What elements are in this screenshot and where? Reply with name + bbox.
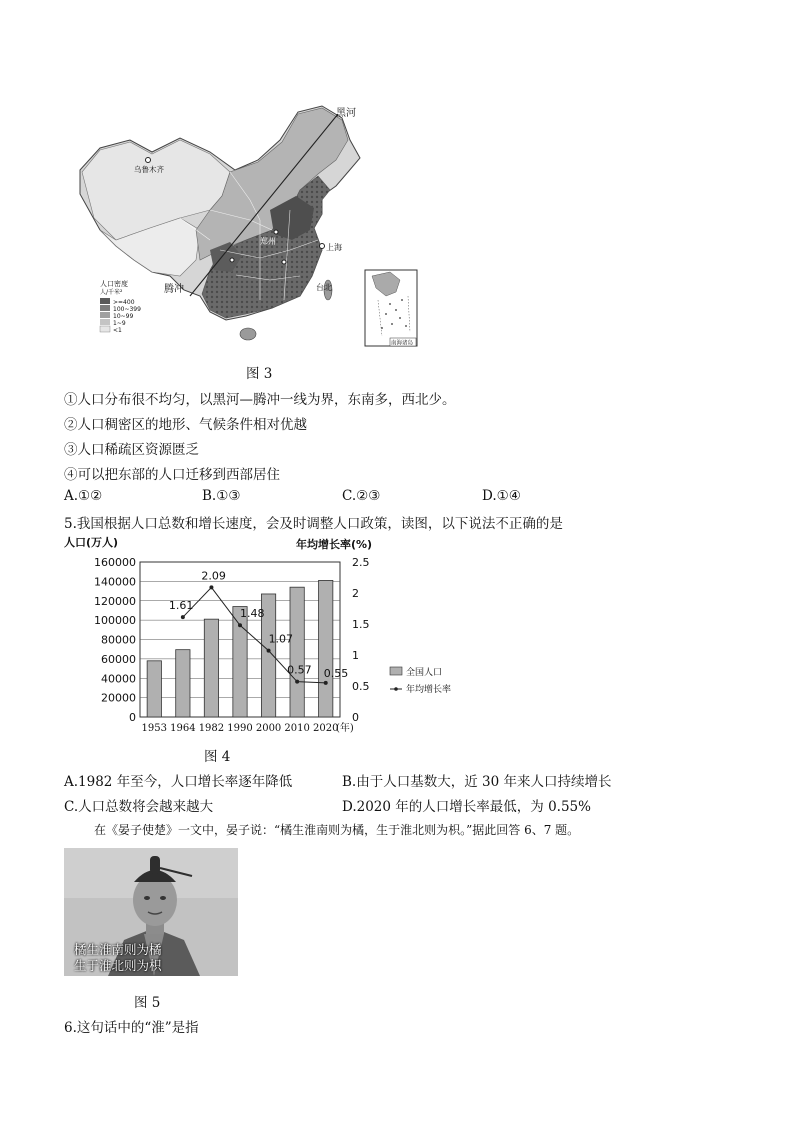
map-legend: [100, 279, 141, 334]
legend-label-population: 全国人口: [406, 668, 443, 678]
y2-tick-label: 0: [352, 711, 359, 724]
y-tick-label: 140000: [94, 575, 136, 589]
hainan-island: [240, 328, 256, 340]
legend-swatch-bar: [390, 667, 402, 675]
q5-option-b[interactable]: B.由于人口基数大，近 30 年来人口持续增长: [342, 774, 612, 790]
growth-rate-point: [324, 681, 328, 685]
figure3-caption: 图 3: [246, 366, 273, 382]
y-tick-label: 160000: [94, 556, 136, 569]
legend-item: >=400: [113, 299, 135, 306]
y2-axis-label: 年均增长率(%): [296, 538, 373, 551]
population-chart: [60, 532, 520, 742]
population-bar: [233, 607, 247, 717]
label-heihe: 黑河: [336, 108, 356, 119]
y2-tick-label: 2: [352, 587, 359, 600]
legend-swatch: [100, 326, 110, 332]
y-tick-label: 100000: [94, 614, 136, 628]
q4-option-b[interactable]: B.①③: [202, 488, 241, 504]
growth-rate-data-label: 1.61: [168, 599, 194, 613]
inset-map: [365, 270, 417, 347]
legend-item: 100~399: [113, 306, 141, 313]
legend-swatch-point: [394, 687, 398, 691]
q4-statement-4: ④可以把东部的人口迁移到西部居住: [64, 467, 280, 483]
legend-title: 人口密度: [100, 280, 128, 288]
urumqi-dot: [146, 158, 151, 163]
y-tick-label: 60000: [101, 652, 136, 666]
growth-rate-point: [267, 649, 271, 653]
growth-rate-point: [238, 623, 242, 627]
y2-tick-label: 1.5: [352, 618, 370, 631]
y-tick-label: 120000: [94, 594, 136, 608]
population-bar: [176, 650, 190, 717]
zhengzhou-dot: [274, 230, 278, 234]
legend-swatch: [100, 312, 110, 318]
y2-tick-label: 0.5: [352, 680, 370, 693]
x-tick-label: 1982: [198, 723, 225, 734]
x-tick-label: 2010: [284, 723, 310, 734]
inset-label: 南海诸岛: [391, 340, 414, 347]
legend-item: 10~99: [113, 313, 134, 320]
population-bar: [204, 619, 218, 717]
photo-caption-line1: 橘生淮南则为橘: [74, 942, 162, 957]
y-tick-label: 80000: [101, 633, 136, 647]
legend-label-growth: 年均增长率: [406, 685, 452, 695]
y-axis-label: 人口(万人): [64, 536, 119, 549]
q5-stem: 5.我国根据人口总数和增长速度，会及时调整人口政策，读图，以下说法不正确的是: [64, 516, 563, 532]
chart-svg: [60, 532, 520, 742]
yanzi-photo: [64, 848, 238, 976]
growth-rate-point: [181, 615, 185, 619]
q4-statement-2: ②人口稠密区的地形、气候条件相对优越: [64, 417, 307, 433]
x-tick-label: 1964: [170, 723, 196, 734]
x-tick-label: 1953: [141, 723, 168, 734]
legend-unit: 人/千米²: [100, 289, 123, 296]
growth-rate-point: [295, 680, 299, 684]
y2-tick-label: 2.5: [352, 556, 370, 569]
label-tengchong: 腾冲: [164, 284, 184, 295]
figure5-caption: 图 5: [134, 995, 161, 1011]
y-tick-label: 40000: [101, 672, 136, 686]
x-tick-label: 2020: [312, 723, 339, 734]
q4-option-d[interactable]: D.①④: [482, 488, 521, 504]
city-dot: [230, 258, 234, 262]
city-dot: [282, 260, 286, 264]
population-bar: [290, 587, 304, 717]
y-tick-label: 0: [129, 711, 136, 724]
q6-stem: 6.这句话中的“淮”是指: [64, 1020, 199, 1036]
growth-rate-data-label: 1.07: [268, 632, 294, 646]
y-tick-label: 20000: [101, 691, 136, 705]
legend-item: 1~9: [113, 320, 126, 327]
q4-statement-1: ①人口分布很不均匀，以黑河—腾冲一线为界，东南多，西北少。: [64, 392, 456, 408]
q5-option-a[interactable]: A.1982 年至今，人口增长率逐年降低: [64, 774, 293, 790]
q67-intro: 在《晏子使楚》一文中，晏子说：“橘生淮南则为橘，生于淮北则为枳。”据此回答 6、7 题。: [94, 823, 580, 837]
legend-swatch: [100, 319, 110, 325]
growth-rate-data-label: 0.57: [287, 663, 312, 677]
population-density-map: [60, 100, 422, 350]
china-map-svg: [60, 100, 422, 350]
label-taiwan: 台北: [316, 283, 332, 292]
y2-tick-label: 1: [352, 649, 359, 662]
growth-rate-data-label: 2.09: [201, 569, 226, 583]
population-bar: [319, 580, 333, 717]
shanghai-dot: [320, 244, 325, 249]
growth-rate-data-label: 0.55: [323, 666, 349, 680]
x-tick-label: 1990: [227, 723, 253, 734]
population-bar: [147, 661, 161, 717]
label-urumqi: 乌鲁木齐: [134, 165, 164, 174]
growth-rate-point: [209, 585, 213, 589]
q5-option-d[interactable]: D.2020 年的人口增长率最低，为 0.55%: [342, 799, 591, 815]
q4-option-a[interactable]: A.①②: [64, 488, 103, 504]
q4-statement-3: ③人口稀疏区资源匮乏: [64, 442, 199, 458]
x-tick-label: 2000: [255, 723, 282, 734]
legend-swatch: [100, 305, 110, 311]
growth-rate-data-label: 1.48: [240, 607, 265, 621]
legend-swatch: [100, 298, 110, 304]
x-axis-suffix: (年): [336, 723, 354, 734]
label-shanghai: 上海: [326, 243, 342, 252]
figure4-caption: 图 4: [204, 749, 231, 765]
photo-caption-line2: 生于淮北则为枳: [74, 958, 162, 973]
q4-option-c[interactable]: C.②③: [342, 488, 381, 504]
legend-item: <1: [113, 327, 122, 334]
label-zhengzhou: 郑州: [260, 237, 276, 246]
q5-option-c[interactable]: C.人口总数将会越来越大: [64, 799, 214, 815]
